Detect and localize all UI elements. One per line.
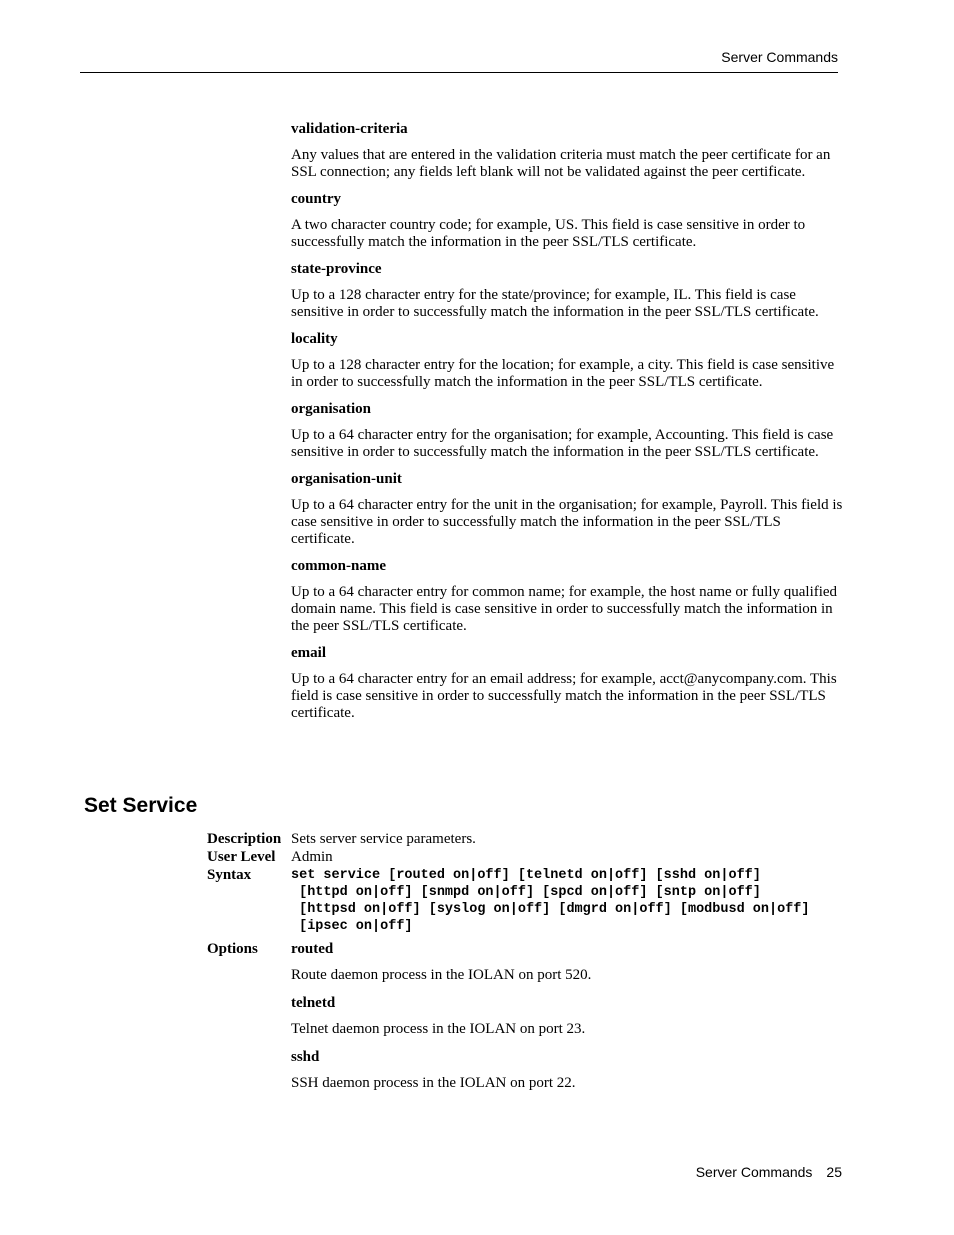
option-desc: Route daemon process in the IOLAN on port 520. (291, 967, 592, 983)
criteria-desc: Any values that are entered in the validation criteria must match the peer certificate for an SSL connection; any fields left blank will not be validated against the peer certificate. (291, 147, 831, 180)
syntax-line: [httpd on|off] [snmpd on|off] [spcd on|off] [sntp on|off] (291, 885, 761, 900)
criteria-term: organisation (291, 401, 372, 417)
criteria-term: state-province (291, 261, 382, 277)
syntax-line: [httpsd on|off] [syslog on|off] [dmgrd on|off] [modbusd on|off] (291, 902, 810, 917)
description-value: Sets server service parameters. (291, 831, 476, 847)
description-label: Description (207, 831, 282, 847)
page-footer (696, 1164, 842, 1180)
criteria-desc: Up to a 64 character entry for the organisation; for example, Accounting. This field is case sensitive in order to successfully match the information in the peer SSL/TLS certificate. (291, 427, 834, 460)
option-term: sshd (291, 1049, 320, 1065)
option-term: telnetd (291, 995, 336, 1011)
header-rule (80, 72, 838, 73)
option-desc: SSH daemon process in the IOLAN on port 22. (291, 1075, 576, 1091)
section-title: Set Service (84, 794, 198, 817)
options-label: Options (207, 941, 258, 957)
syntax-block (291, 867, 841, 935)
syntax-line: set service [routed on|off] [telnetd on|off] [sshd on|off] (291, 868, 761, 883)
user-level-value: Admin (291, 849, 333, 865)
criteria-term: email (291, 645, 326, 661)
syntax-line: [ipsec on|off] (291, 919, 413, 934)
footer-section: Server Commands (695, 1164, 813, 1180)
option-term: routed (291, 941, 334, 957)
criteria-desc: Up to a 64 character entry for common name; for example, the host name or fully qualified domain name. This field is case sensitive in order to successfully match the information in the peer SSL/TLS certificate. (291, 584, 838, 634)
criteria-desc: Up to a 64 character entry for the unit in the organisation; for example, Payroll. This field is case sensitive in order to successfully match the information in the peer SSL/TLS certificate. (291, 497, 843, 547)
criteria-desc: Up to a 128 character entry for the location; for example, a city. This field is case sensitive in order to successfully match the information in the peer SSL/TLS certificate. (291, 357, 835, 390)
option-desc: Telnet daemon process in the IOLAN on port 23. (291, 1021, 586, 1037)
options-list (291, 941, 843, 1102)
criteria-term: organisation-unit (291, 471, 402, 487)
running-header: Server Commands (721, 49, 838, 65)
criteria-desc: A two character country code; for example, US. This field is case sensitive in order to successfully match the information in the peer SSL/TLS certificate. (291, 217, 806, 250)
criteria-desc: Up to a 128 character entry for the state/province; for example, IL. This field is case sensitive in order to successfully match the information in the peer SSL/TLS certificate. (291, 287, 819, 320)
criteria-term: locality (291, 331, 338, 347)
criteria-term: validation-criteria (291, 121, 408, 137)
criteria-desc: Up to a 64 character entry for an email address; for example, acct@anycompany.com. This field is case sensitive in order to successfully match the information in the peer SSL/TLS certificate. (291, 671, 837, 721)
criteria-term: common-name (291, 558, 386, 574)
user-level-label: User Level (207, 849, 276, 865)
criteria-list (291, 121, 843, 732)
syntax-label: Syntax (207, 867, 252, 883)
page-number: 25 (826, 1164, 842, 1180)
criteria-term: country (291, 191, 341, 207)
